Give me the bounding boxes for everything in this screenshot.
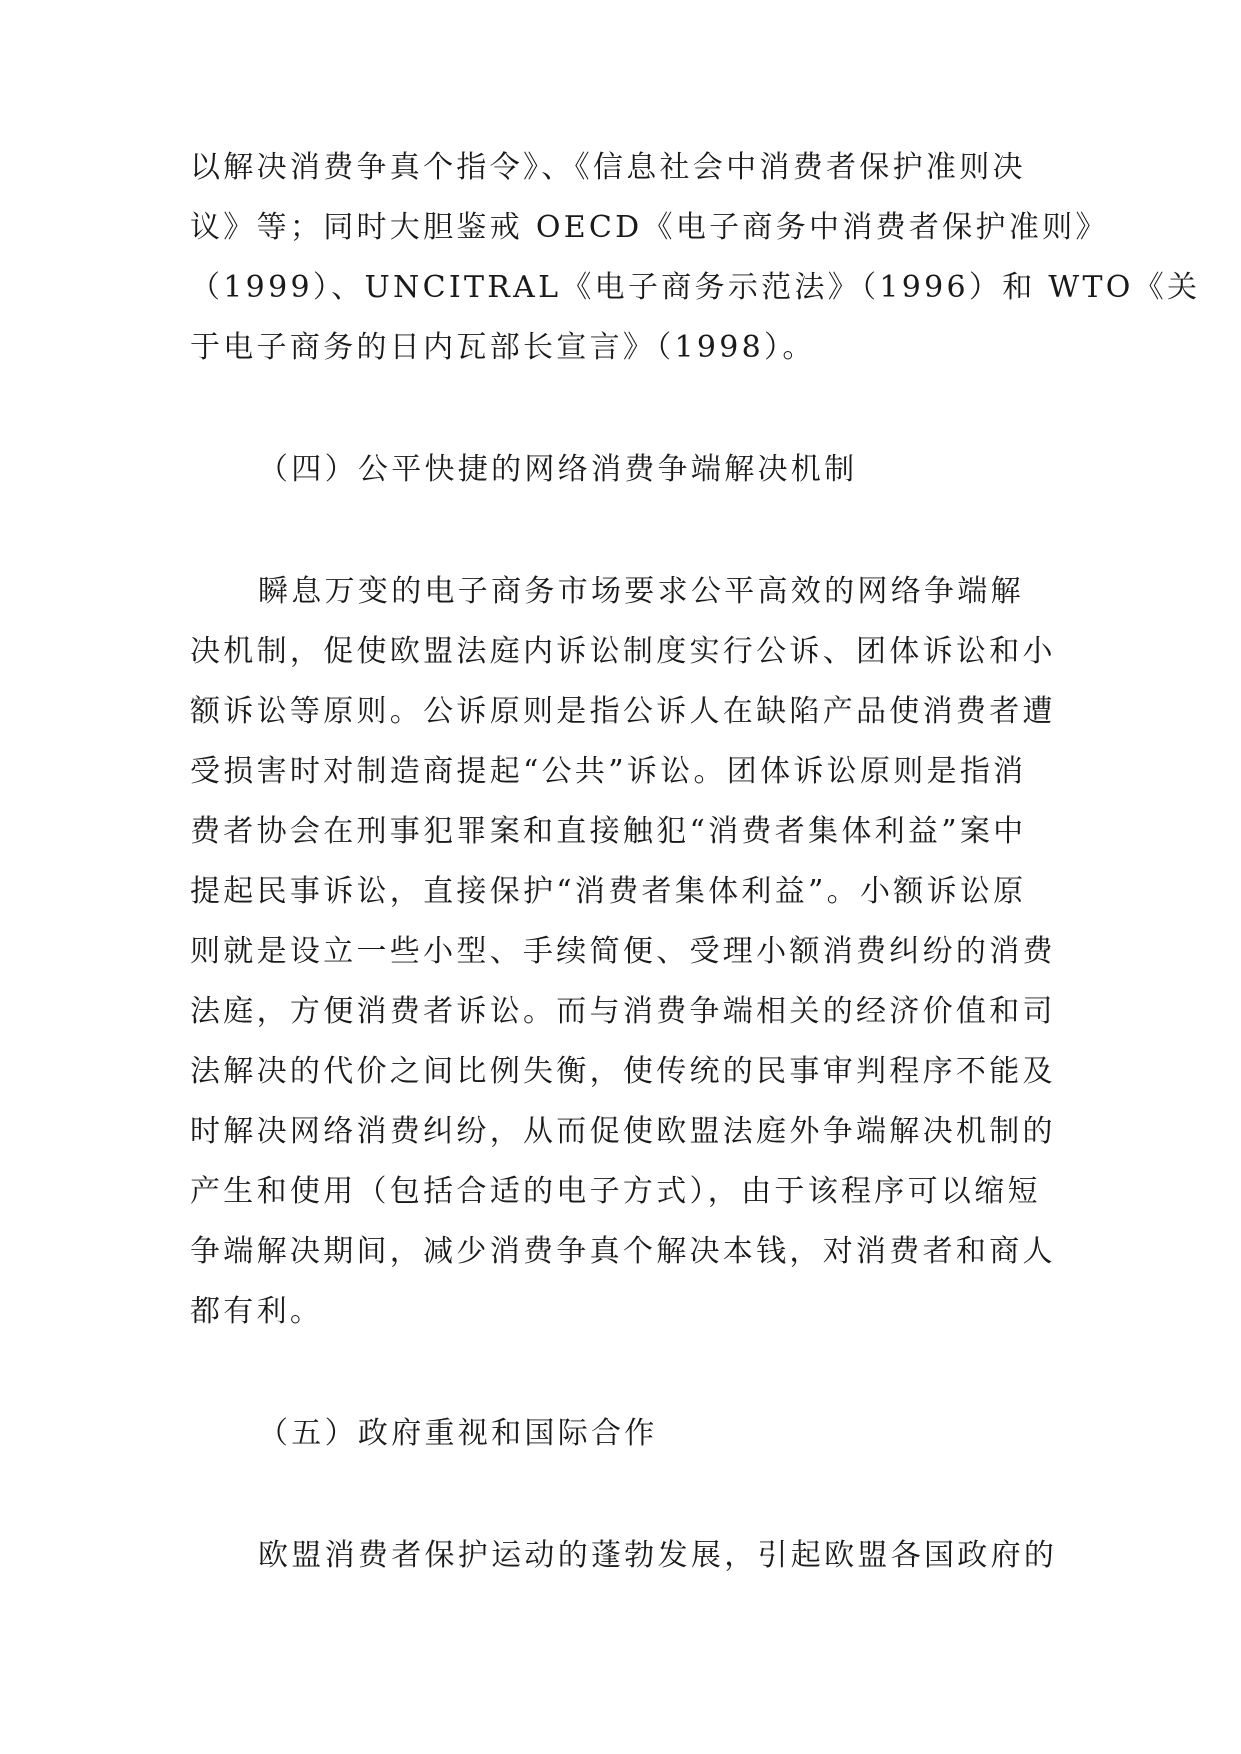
paragraph-1-line-4: 于电子商务的日内瓦部长宣言》（1998）。 bbox=[190, 330, 816, 365]
paragraph-2-line-3: 额诉讼等原则。公诉原则是指公诉人在缺陷产品使消费者遭 bbox=[190, 694, 1056, 729]
paragraph-1-line-1: 以解决消费争真个指令》、《信息社会中消费者保护准则决 bbox=[190, 150, 1026, 185]
section-heading-4: （四）公平快捷的网络消费争端解决机制 bbox=[258, 452, 858, 487]
paragraph-2-line-10: 时解决网络消费纠纷，从而促使欧盟法庭外争端解决机制的 bbox=[190, 1114, 1056, 1149]
paragraph-2-line-6: 提起民事诉讼，直接保护“消费者集体利益”。小额诉讼原 bbox=[190, 874, 1027, 909]
paragraph-1-line-3: （1999）、UNCITRAL《电子商务示范法》（1996）和 WTO《关 bbox=[190, 270, 1201, 305]
paragraph-2-line-2: 决机制，促使欧盟法庭内诉讼制度实行公诉、团体诉讼和小 bbox=[190, 634, 1056, 669]
paragraph-2-line-9: 法解决的代价之间比例失衡，使传统的民事审判程序不能及 bbox=[190, 1054, 1056, 1089]
paragraph-2-line-7: 则就是设立一些小型、手续简便、受理小额消费纠纷的消费 bbox=[190, 934, 1056, 969]
paragraph-2-line-8: 法庭，方便消费者诉讼。而与消费争端相关的经济价值和司 bbox=[190, 994, 1056, 1029]
paragraph-2-line-4: 受损害时对制造商提起“公共”诉讼。团体诉讼原则是指消 bbox=[190, 754, 1027, 789]
paragraph-1-line-2: 议》等；同时大胆鉴戒 OECD《电子商务中消费者保护准则》 bbox=[190, 210, 1109, 245]
paragraph-2-line-13: 都有利。 bbox=[190, 1294, 324, 1329]
paragraph-3-line-1: 欧盟消费者保护运动的蓬勃发展，引起欧盟各国政府的 bbox=[258, 1538, 1058, 1573]
paragraph-2-line-11: 产生和使用（包括合适的电子方式），由于该程序可以缩短 bbox=[190, 1174, 1041, 1209]
paragraph-2-line-12: 争端解决期间，减少消费争真个解决本钱，对消费者和商人 bbox=[190, 1234, 1056, 1269]
section-heading-5: （五）政府重视和国际合作 bbox=[258, 1416, 658, 1451]
paragraph-2-line-5: 费者协会在刑事犯罪案和直接触犯“消费者集体利益”案中 bbox=[190, 814, 1027, 849]
paragraph-2-line-1: 瞬息万变的电子商务市场要求公平高效的网络争端解 bbox=[258, 574, 1024, 609]
